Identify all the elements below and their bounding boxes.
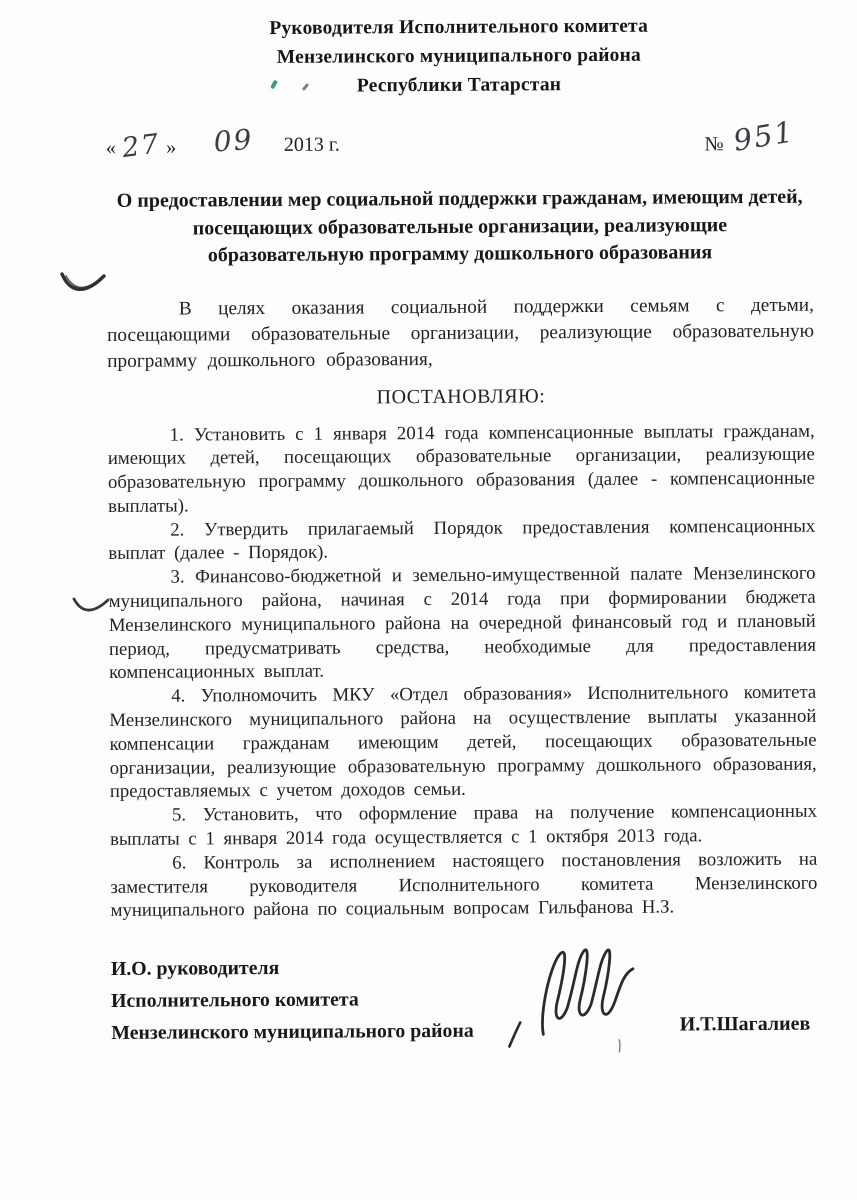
resolution-item-5: 5. Установить, что оформление права на получение компенсационных выплаты с 1 января 2014 года осуществляется с 1 октября 2013 года. [110,800,818,851]
signatory-name: И.Т.Шагалиев [679,1012,811,1036]
title-line-2: посещающих образовательные организации, реализующие [192,213,728,239]
signatory-line-2: Исполнительного комитета [111,988,359,1013]
document-number-field [704,114,797,158]
handwritten-month: 09 [212,122,255,159]
margin-checkmark-icon [70,592,112,618]
document-title [106,184,813,271]
intro-paragraph: В целях оказания социальной поддержки семьям с детьми, посещающими образовательные организации, реализующие образовательную программу дошкольного образования, [106,294,815,372]
date-field [105,122,340,165]
open-quote: « [105,136,116,159]
resolution-item-6: 6. Контроль за исполнением настоящего постановления возложить на заместителя руководителя Исполнительного комитета Мензелинского муниципального района по социальным вопросам Гильфанова Н.З. [110,848,818,922]
resolution-item-3: 3. Финансово-бюджетной и земельно-имущественной палате Мензелинского муниципального района, начиная с 2014 года при формировании бюджета Мензелинского муниципального района на очередной финансовый год и плановый период, предусматривать средства, необходимые для предоставления компенсационных выплат. [108,562,817,684]
handwritten-signature-icon [499,928,670,1059]
resolution-heading: ПОСТАНОВЛЯЮ: [376,384,546,408]
signatory-line-1: И.О. руководителя [110,957,280,981]
letterhead [105,11,813,102]
close-quote: » [166,136,177,159]
title-line-3: образовательную программу дошкольного образования [207,241,713,267]
number-sign: № [704,133,724,156]
resolution-item-4: 4. Уполномочить МКУ «Отдел образования» Исполнительного комитета Мензелинского муниципального района на осуществление выплаты указанной компенсации гражданам имеющим детей, посещающих образовательные организации, реализующие образовательную программу дошкольного образования, предоставляемых с учетом доходов семьи. [109,681,817,803]
year-label: 2013 г. [283,133,340,156]
letterhead-line-1: Руководителя Исполнительного комитета [269,15,649,39]
title-line-1: О предоставлении мер социальной поддержки гражданам, имеющим детей, [116,185,803,212]
resolution-items [108,419,818,923]
resolution-item-1: 1. Установить с 1 января 2014 года компенсационные выплаты гражданам, имеющих детей, посещающих образовательные организации, реализующие образовательную программу дошкольного образования (далее - компенсационные выплаты). [107,420,815,517]
letterhead-line-3: Республики Татарстан [356,74,562,97]
margin-checkmark-icon [58,266,110,298]
signature-block [111,949,819,1083]
date-number-row [105,110,813,165]
resolution-item-2: 2. Утвердить прилагаемый Порядок предоставления компенсационных выплат (далее - Порядок). [108,515,816,565]
letterhead-line-2: Мензелинского муниципального района [276,44,642,68]
signatory-line-3: Мензелинского муниципального района [111,1019,474,1045]
handwritten-number: 951 [730,114,797,158]
handwritten-day: 27 [120,128,163,165]
